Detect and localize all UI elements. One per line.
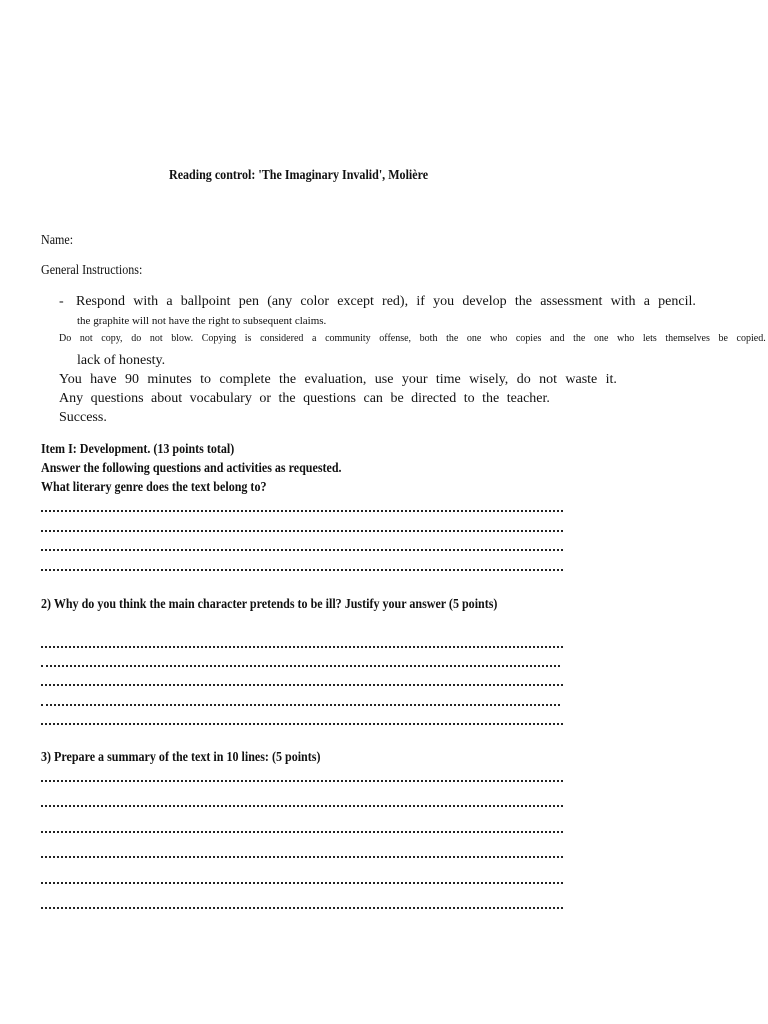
instruction-word: use [374, 372, 394, 387]
instruction-word: a [643, 294, 650, 309]
instruction-word: except [337, 294, 374, 309]
instruction-word: color [300, 294, 330, 309]
instruction-word: one [593, 333, 609, 344]
instruction-word: the [482, 391, 500, 406]
question-1: What literary genre does the text belong to? [41, 480, 267, 495]
instruction-word: is [244, 333, 252, 344]
instruction-do-not-copy-continuation: lack of honesty. [77, 353, 166, 368]
answer-line[interactable] [41, 907, 563, 909]
instruction-word: blow. [171, 333, 194, 344]
instruction-word: with [133, 294, 159, 309]
instruction-word: if [416, 294, 425, 309]
instruction-do-not-copy [59, 333, 766, 344]
answer-line[interactable] [41, 549, 563, 551]
answer-line[interactable] [41, 665, 560, 667]
worksheet-title: Reading control: 'The Imaginary Invalid', Molière [169, 168, 429, 183]
instruction-word: considered [260, 333, 304, 344]
instruction-word: wisely, [469, 372, 509, 387]
instruction-word: and [550, 333, 565, 344]
instruction-word: copy, [101, 333, 123, 344]
instruction-word: have [90, 372, 117, 387]
instruction-word: can [363, 391, 383, 406]
instruction-word: Any [59, 391, 84, 406]
instruction-word: both [419, 333, 438, 344]
instruction-word: to [463, 391, 475, 406]
instruction-word: one [466, 333, 482, 344]
instruction-word: themselves [665, 333, 710, 344]
instruction-word: pen [238, 294, 259, 309]
question-3: 3) Prepare a summary of the text in 10 lines: (5 points) [41, 750, 321, 765]
answer-line[interactable] [41, 510, 563, 512]
instruction-word: do [516, 372, 531, 387]
instruction-word: develop [462, 294, 507, 309]
instruction-word: questions [90, 391, 144, 406]
instruction-word: the [446, 333, 459, 344]
instruction-bullet: - [59, 294, 64, 309]
name-label: Name: [41, 233, 74, 248]
instruction-word: not [539, 372, 557, 387]
instruction-word: ballpoint [180, 294, 231, 309]
instruction-word: to [200, 372, 211, 387]
instruction-word: community [325, 333, 371, 344]
instruction-word: time [435, 372, 461, 387]
instruction-word: questions [303, 391, 356, 406]
instruction-word: offense, [379, 333, 412, 344]
instruction-word: not [149, 333, 163, 344]
instruction-questions [59, 391, 550, 407]
instruction-word: the [514, 294, 532, 309]
question-2: 2) Why do you think the main character pretends to be ill? Justify your answer (5 points) [41, 597, 498, 612]
instruction-word: directed [411, 391, 457, 406]
instruction-word: do [131, 333, 142, 344]
answer-line[interactable] [41, 831, 563, 833]
instruction-word: You [59, 372, 82, 387]
answer-line[interactable] [41, 805, 563, 807]
answer-line[interactable] [41, 704, 560, 706]
instruction-success: Success. [59, 410, 107, 425]
instruction-word: copies [515, 333, 542, 344]
instruction-word: who [490, 333, 508, 344]
general-instructions-label: General Instructions: [41, 263, 143, 278]
answer-line[interactable] [41, 856, 563, 858]
instruction-word: a [312, 333, 317, 344]
instruction-word: lets [642, 333, 657, 344]
instruction-word: complete [219, 372, 271, 387]
answer-line[interactable] [41, 684, 563, 686]
item1-heading: Item I: Development. (13 points total) [41, 442, 235, 457]
instruction-word: Do [59, 333, 72, 344]
instruction-word: assessment [540, 294, 603, 309]
instruction-word: evaluation, [304, 372, 367, 387]
instruction-word: a [166, 294, 173, 309]
instruction-word: waste [565, 372, 598, 387]
instruction-word: teacher. [506, 391, 550, 406]
answer-line[interactable] [41, 646, 563, 648]
instruction-word: it. [605, 372, 617, 387]
answer-line[interactable] [41, 780, 563, 782]
instruction-word: Copying [201, 333, 237, 344]
instruction-word: copied. [736, 333, 766, 344]
answer-line[interactable] [41, 569, 563, 571]
instruction-word: minutes [147, 372, 192, 387]
instruction-word: Respond [76, 294, 125, 309]
instruction-word: (any [267, 294, 293, 309]
answer-line[interactable] [41, 723, 563, 725]
instruction-word: be [718, 333, 728, 344]
answer-line[interactable] [41, 530, 563, 532]
instruction-word: the [279, 372, 297, 387]
instruction-word: the [278, 391, 296, 406]
instruction-word: pencil. [658, 294, 696, 309]
item1-instructions: Answer the following questions and activities as requested. [41, 461, 342, 476]
instruction-word: not [79, 333, 93, 344]
instruction-word: 90 [124, 372, 139, 387]
answer-line[interactable] [41, 882, 563, 884]
instruction-word: vocabulary [189, 391, 252, 406]
instruction-word: you [433, 294, 455, 309]
instruction-word: or [259, 391, 271, 406]
instruction-respond-with-pen [76, 294, 696, 310]
instruction-word: be [390, 391, 404, 406]
instruction-respond-continuation: the graphite will not have the right to subsequent claims. [77, 315, 327, 327]
instruction-word: about [151, 391, 183, 406]
instruction-word: who [617, 333, 635, 344]
instruction-word: the [573, 333, 586, 344]
instruction-word: with [610, 294, 636, 309]
instruction-word: your [401, 372, 428, 387]
instruction-word: red), [382, 294, 409, 309]
instruction-time-limit [59, 372, 617, 388]
